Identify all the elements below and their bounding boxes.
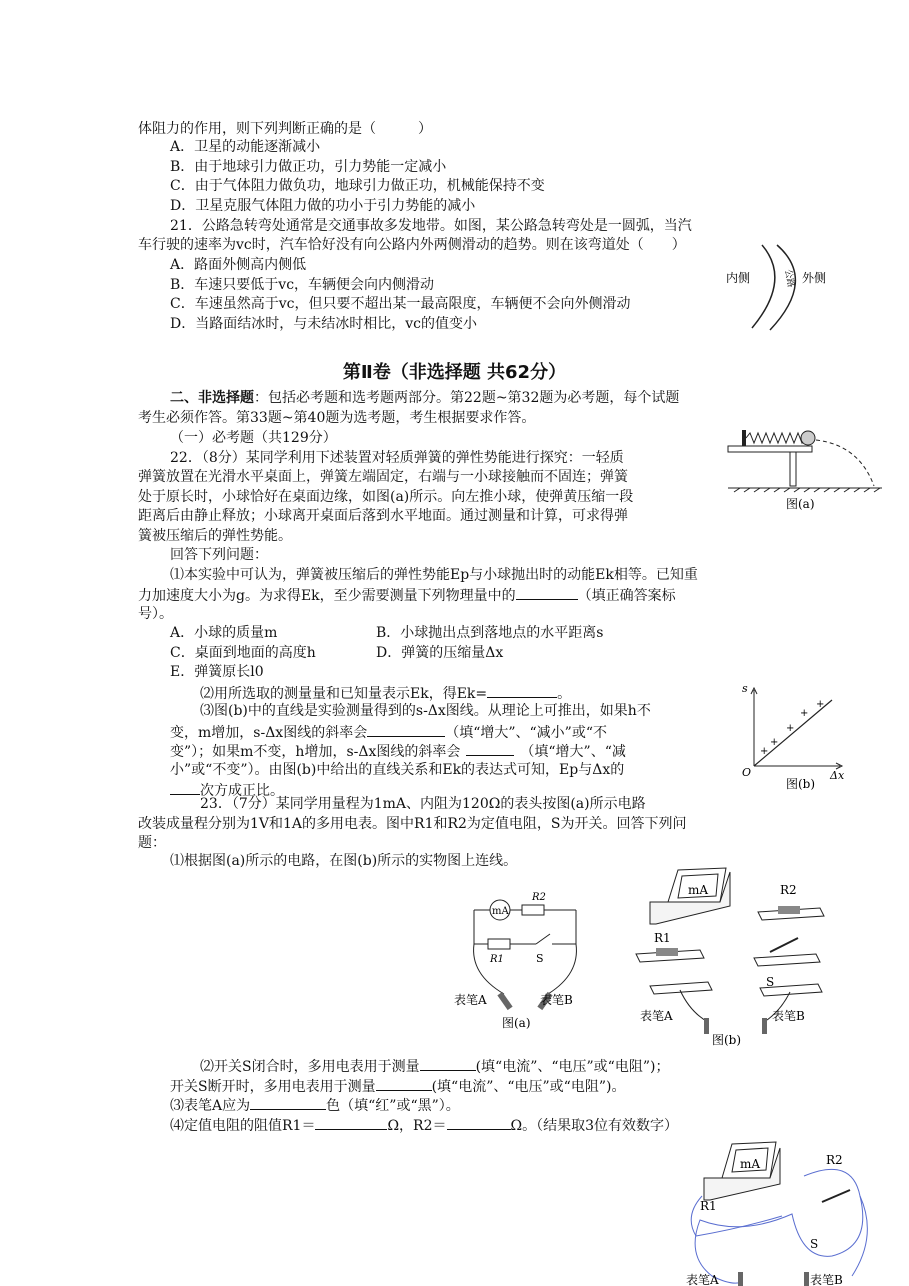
device-b-caption: 图(b) xyxy=(712,1033,742,1047)
q22-option-b: B．小球抛出点到落地点的水平距离s xyxy=(376,625,604,641)
q20-option-b: B．由于地球引力做正功，引力势能一定减小 xyxy=(170,159,447,175)
q22-option-a: A．小球的质量m xyxy=(170,625,278,641)
s-dx-graph xyxy=(736,684,846,792)
device-b-pen-a-label: 表笔A xyxy=(640,1009,673,1023)
q23-p2a-end: (填“电流”、“电压”或“电阻”)； xyxy=(475,1059,670,1075)
required-section-label: （一）必考题（共129分） xyxy=(170,430,337,446)
q22-p1-line2-text: 力加速度大小为g。为求得Ek，至少需要测量下列物理量中的 xyxy=(138,588,516,604)
q21-option-a: A．路面外侧高内侧低 xyxy=(170,257,307,273)
q22-p3-line4: 小”或“不变”）。由图(b)中给出的直线关系和Ek的表达式可知，Ep与Δx的 xyxy=(170,762,625,778)
q23-p2b-end: (填“电流”、“电压”或“电阻”)。 xyxy=(431,1079,626,1095)
graph-y-axis-label: s xyxy=(742,684,748,695)
schematic-r2-label: R2 xyxy=(532,892,546,903)
schematic-meter-label: mA xyxy=(492,906,509,917)
device-c-r1-label: R1 xyxy=(700,1199,717,1213)
q23-p4c: Ω。（结果取3位有效数字） xyxy=(510,1118,679,1134)
q23-p4b: Ω，R2＝ xyxy=(387,1118,447,1134)
answer-blank[interactable] xyxy=(170,780,200,795)
q23-p3 xyxy=(170,1095,460,1115)
q22-p3-seg6: 次方成正比。 xyxy=(200,783,284,799)
q23-p2a-text: ⑵开关S闭合时，多用电表用于测量 xyxy=(200,1059,420,1075)
q22-option-e: E．弹簧原长l0 xyxy=(170,664,264,680)
answer-blank[interactable] xyxy=(420,1056,476,1071)
spring-apparatus-figure xyxy=(724,420,884,512)
q22-p1-line1: ⑴本实验中可认为，弹簧被压缩后的弹性势能Ep与小球抛出时的动能Ek相等。已知重 xyxy=(170,567,698,583)
q20-stem: 体阻力的作用，则下列判断正确的是（ ） xyxy=(138,121,432,137)
device-c-switch-label: S xyxy=(810,1237,819,1251)
q22-p3-seg1: 变，m增加，s-Δx图线的斜率会 xyxy=(170,725,368,741)
answer-blank[interactable] xyxy=(250,1095,326,1110)
svg-text:+: + xyxy=(800,708,809,719)
wired-circuit-figure xyxy=(682,1136,882,1286)
q22-p3-line1: ⑶图(b)中的直线是实验测量得到的s-Δx图线。从理论上可推出，如果h不 xyxy=(200,703,651,719)
q21-option-b: B．车速只要低于vc，车辆便会向内侧滑动 xyxy=(170,277,435,293)
q22-line4: 距离后由静止释放；小球离开桌面后落到水平地面。通过测量和计算，可求得弹 xyxy=(138,508,628,524)
device-c-meter-label: mA xyxy=(740,1157,761,1171)
q22-line3: 处于原长时，小球恰好在桌面边缘，如图(a)所示。向左推小球，使弹黄压缩一段 xyxy=(138,489,634,505)
q23-line1: 23．（7分）某同学用量程为1mA、内阻为120Ω的表头按图(a)所示电路 xyxy=(200,796,646,812)
q22-p1-line3: 号）。 xyxy=(138,606,173,622)
schematic-caption: 图(a) xyxy=(502,1016,531,1030)
q20-option-d: D．卫星克服气体阻力做的功小于引力势能的减小 xyxy=(170,198,476,214)
road-inner-label: 内侧 xyxy=(726,271,751,285)
svg-text:+: + xyxy=(760,746,769,757)
q22-p3-seg3: 变”）；如果m不变，h增加，s-Δx图线的斜率会 xyxy=(170,744,461,760)
svg-text:+: + xyxy=(770,737,779,748)
q22-p3-line2 xyxy=(170,722,607,742)
road-bend-figure xyxy=(722,240,842,332)
fig-b-caption: 图(b) xyxy=(786,777,816,791)
device-c-pen-b-label: 表笔B xyxy=(810,1273,843,1286)
q22-p2-text: ⑵用所选取的测量量和已知量表示Ek，得Ek= xyxy=(200,686,488,702)
q22-p1-line2-end: （填正确答案标 xyxy=(577,588,676,604)
schematic-switch-label: S xyxy=(536,952,544,965)
svg-text:+: + xyxy=(786,723,795,734)
device-c-pen-a-label: 表笔A xyxy=(686,1273,719,1286)
q21-option-c: C．车速虽然高于vc，但只要不超出某一最高限度，车辆便不会向外侧滑动 xyxy=(170,296,631,312)
answer-blank[interactable] xyxy=(487,683,557,698)
answer-blank[interactable] xyxy=(447,1115,511,1130)
q22-p3-line3 xyxy=(170,741,626,761)
part2-title: 第Ⅱ卷（非选择题 共62分） xyxy=(342,362,567,383)
q21-line2: 车行驶的速率为vc时，汽车恰好没有向公路内外两侧滑动的趋势。则在该弯道处（ ） xyxy=(138,237,686,253)
circuit-schematic xyxy=(452,884,592,1034)
answer-blank[interactable] xyxy=(367,722,445,737)
q23-line2: 改装成量程分别为1V和1A的多用电表。图中R1和R2为定值电阻，S为开关。回答下列问 xyxy=(138,816,687,832)
fig-a-caption: 图(a) xyxy=(786,497,815,511)
q23-p3-text: ⑶表笔A应为 xyxy=(170,1098,251,1114)
answer-blank[interactable] xyxy=(315,1115,387,1130)
q23-line3: 题： xyxy=(138,835,166,851)
q20-option-a: A．卫星的动能逐渐减小 xyxy=(170,139,321,155)
schematic-r1-label: R1 xyxy=(490,954,504,965)
q22-p2-end: 。 xyxy=(557,686,572,702)
physical-components-figure xyxy=(630,862,830,1048)
road-outer-label: 外侧 xyxy=(802,271,827,285)
q23-p3-end: 色（填“红”或“黑”）。 xyxy=(326,1098,460,1114)
q22-option-d: D．弹簧的压缩量Δx xyxy=(376,645,504,661)
q23-p2-line2 xyxy=(170,1076,625,1096)
q21-line1: 21．公路急转弯处通常是交通事故多发地带。如图，某公路急转弯处是一圆弧，当汽 xyxy=(170,218,692,234)
q23-p2-line1 xyxy=(200,1056,669,1076)
q22-line1: 22．（8分）某同学利用下述装置对轻质弹簧的弹性势能进行探究：一轻质 xyxy=(170,450,624,466)
device-b-switch-label: S xyxy=(766,975,775,989)
q22-line2: 弹簧放置在光滑水平桌面上，弹簧左端固定，右端与一小球接触而不固连；弹簧 xyxy=(138,469,628,485)
device-b-pen-b-label: 表笔B xyxy=(772,1009,805,1023)
answer-blank[interactable] xyxy=(376,1076,432,1091)
graph-origin-label: O xyxy=(742,766,752,779)
q23-p2b-text: 开关S断开时，多用电表用于测量 xyxy=(170,1079,376,1095)
q22-p3-seg2: （填“增大”、“减小”或“不 xyxy=(445,725,607,741)
device-b-r2-label: R2 xyxy=(780,883,797,897)
q23-p4a: ⑷定值电阻的阻值R1＝ xyxy=(170,1118,316,1134)
part2-heading xyxy=(170,389,679,407)
device-b-meter-label: mA xyxy=(688,883,709,897)
q23-p1: ⑴根据图(a)所示的电路，在图(b)所示的实物图上连线。 xyxy=(170,853,518,869)
q22-line5: 簧被压缩后的弹性势能。 xyxy=(138,528,292,544)
schematic-pen-b-label: 表笔B xyxy=(540,993,573,1007)
schematic-pen-a-label: 表笔A xyxy=(454,993,487,1007)
part2-heading-rest: ：包括必考题和选考题两部分。第22题~第32题为必考题，每个试题 xyxy=(254,390,680,406)
device-c-r2-label: R2 xyxy=(826,1153,843,1167)
part2-heading-line2: 考生必须作答。第33题~第40题为选考题，考生根据要求作答。 xyxy=(138,410,536,426)
q21-option-d: D．当路面结冰时，与未结冰时相比，vc的值变小 xyxy=(170,316,477,332)
road-label: 公路 xyxy=(782,268,796,289)
q23-p4 xyxy=(170,1115,678,1135)
q22-p3-seg4: （填“增大”、“减 xyxy=(520,744,626,760)
part2-heading-bold: 二、非选择题 xyxy=(170,390,254,406)
answer-blank[interactable] xyxy=(516,585,578,600)
q22-p2 xyxy=(200,683,571,703)
q22-option-c: C．桌面到地面的高度h xyxy=(170,645,316,661)
answer-blank[interactable] xyxy=(466,741,514,756)
svg-text:+: + xyxy=(816,699,825,710)
q22-answer-prompt: 回答下列问题： xyxy=(170,547,268,563)
device-b-r1-label: R1 xyxy=(654,931,671,945)
graph-x-axis-label: Δx xyxy=(830,769,845,782)
q20-option-c: C．由于气体阻力做负功，地球引力做正功，机械能保持不变 xyxy=(170,178,545,194)
q22-p1-line2 xyxy=(138,585,676,605)
